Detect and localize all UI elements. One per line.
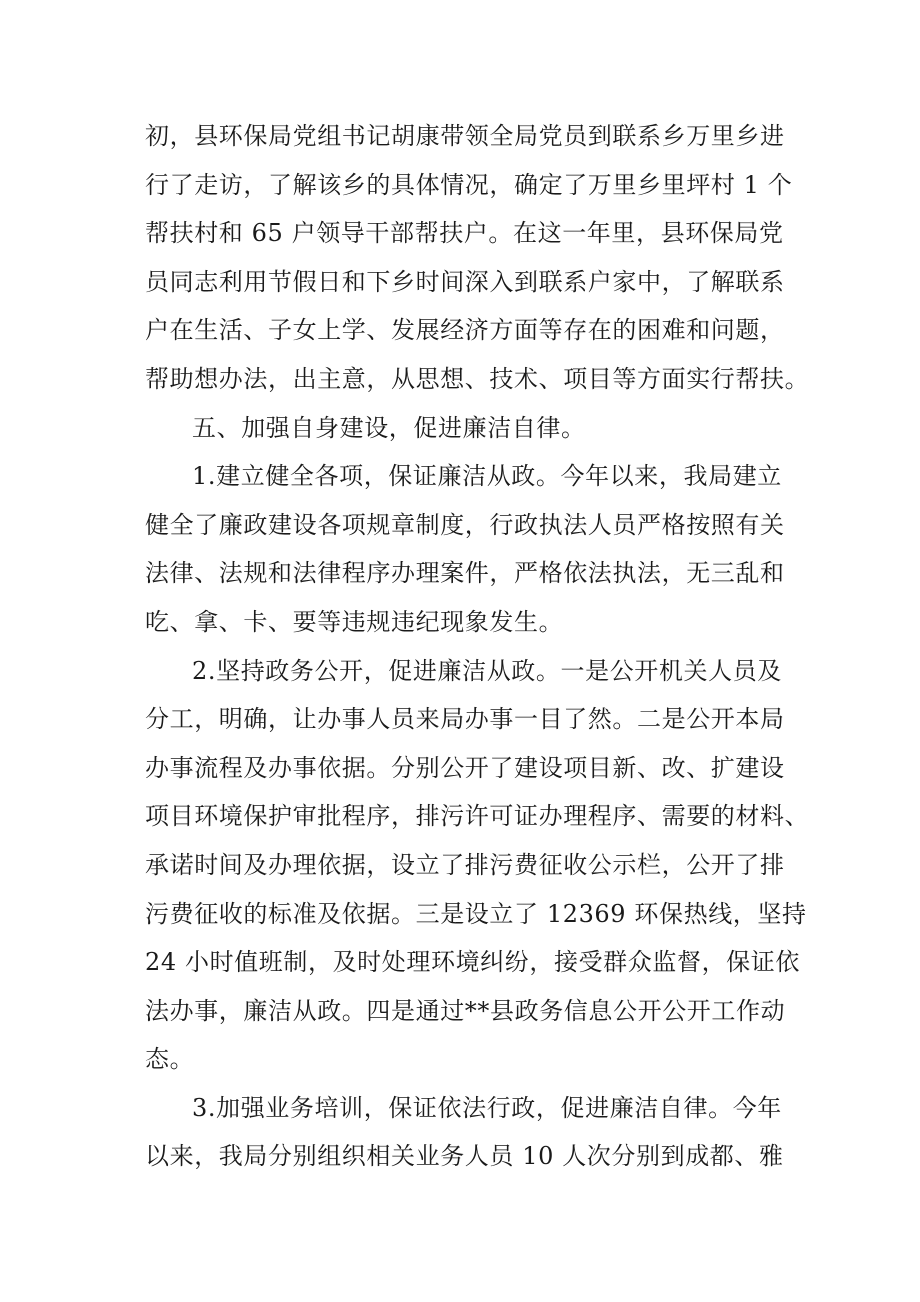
text-line: 污费征收的标准及依据。三是设立了 12369 环保热线，坚持 — [145, 899, 807, 928]
paragraph-start: 2.坚持政务公开，促进廉洁从政。一是公开机关人员及 — [192, 656, 782, 685]
text-line: 健全了廉政建设各项规章制度，行政执法人员严格按照有关 — [145, 510, 785, 539]
text-line: 以来，我局分别组织相关业务人员 10 人次分别到成都、雅 — [145, 1142, 784, 1171]
text-line: 态。 — [145, 1045, 195, 1074]
text-line: 初，县环保局党组书记胡康带领全局党员到联系乡万里乡进 — [145, 122, 785, 150]
text-line: 承诺时间及办理依据，设立了排污费征收公示栏，公开了排 — [145, 850, 785, 879]
text-line: 帮扶村和 65 户领导干部帮扶户。在这一年里，县环保局党 — [145, 219, 784, 248]
text-line: 办事流程及办事依据。分别公开了建设项目新、改、扩建设 — [145, 753, 785, 782]
section-heading: 五、加强自身建设，促进廉洁自律。 — [192, 413, 586, 442]
text-line: 24 小时值班制，及时处理环境纠纷，接受群众监督，保证依 — [145, 948, 800, 977]
text-line: 吃、拿、卡、要等违规违纪现象发生。 — [145, 607, 564, 636]
paragraph-start: 3.加强业务培训，保证依法行政，促进廉洁自律。今年 — [192, 1093, 782, 1122]
text-line: 项目环境保护审批程序，排污许可证办理程序、需要的材料、 — [145, 802, 810, 831]
text-line: 法律、法规和法律程序办理案件，严格依法执法，无三乱和 — [145, 559, 785, 588]
text-line: 户在生活、子女上学、发展经济方面等存在的困难和问题， — [145, 316, 785, 345]
text-line: 法办事，廉洁从政。四是通过**县政务信息公开公开工作动 — [145, 996, 786, 1025]
text-line: 帮助想办法，出主意，从思想、技术、项目等方面实行帮扶。 — [145, 364, 810, 393]
text-line: 行了走访，了解该乡的具体情况，确定了万里乡里坪村 1 个 — [145, 170, 793, 199]
text-line: 员同志利用节假日和下乡时间深入到联系户家中，了解联系 — [145, 267, 785, 296]
paragraph-start: 1.建立健全各项，保证廉洁从政。今年以来，我局建立 — [192, 462, 782, 491]
document-body — [0, 112, 920, 1181]
text-line: 分工，明确，让办事人员来局办事一目了然。二是公开本局 — [145, 705, 785, 734]
